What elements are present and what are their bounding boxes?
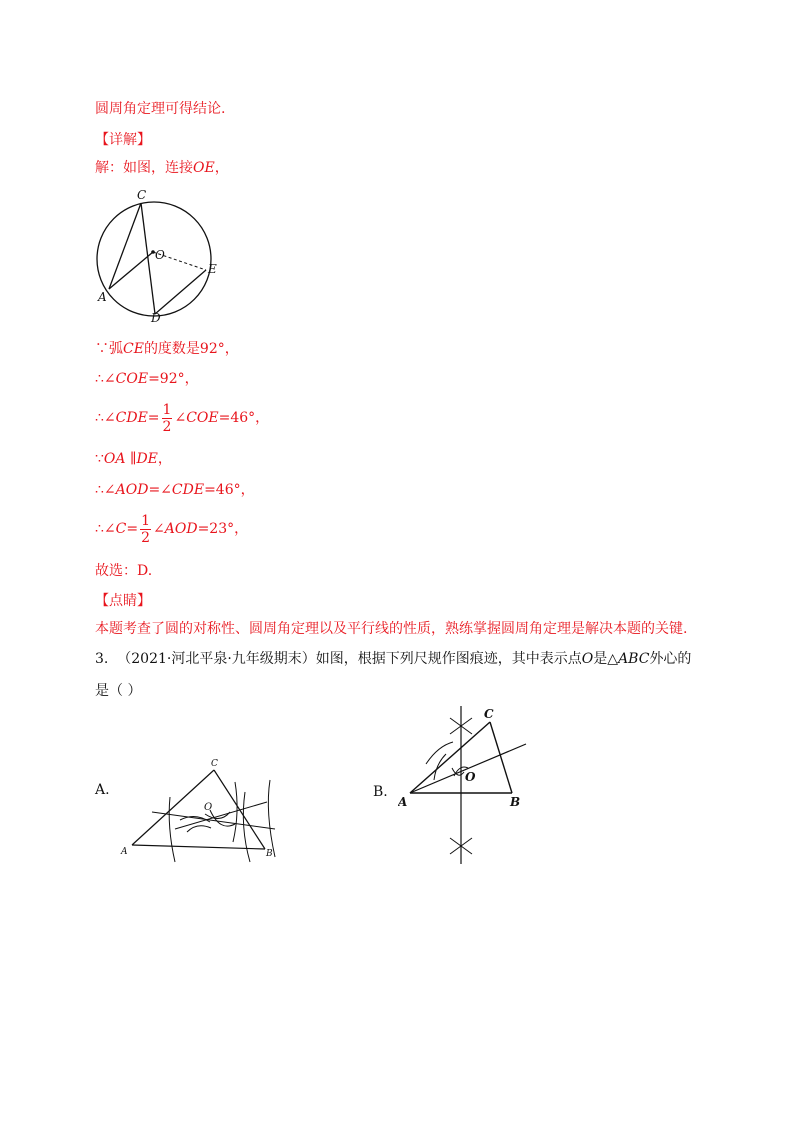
label-o: O xyxy=(204,802,213,813)
label-b: B xyxy=(266,849,273,859)
construction-arc xyxy=(180,816,210,822)
answer-line: 故选：D. xyxy=(95,563,153,579)
circle-figure xyxy=(88,188,228,323)
question-3: 3. （2021·河北平泉·九年级期末）如图，根据下列尺规作图痕迹，其中表示点O是△ABC外心的 xyxy=(95,651,692,667)
step-4: ∵OA ∥DE， xyxy=(95,451,172,467)
construction-arc xyxy=(243,792,250,862)
side-ac xyxy=(132,770,214,845)
step-5: ∴∠AOD=∠CDE=46°， xyxy=(95,482,255,498)
step-1: ∵弧CE的度数是92°， xyxy=(95,341,239,357)
step-2: ∴∠COE=92°， xyxy=(95,371,199,387)
construction-line xyxy=(152,812,275,829)
label-a: A xyxy=(398,795,408,809)
label-o: O xyxy=(155,248,165,262)
label-b: B xyxy=(510,795,521,809)
option-b-figure[interactable] xyxy=(398,706,540,864)
label-e: E xyxy=(208,262,217,276)
step-3: ∴∠CDE= $\frac{1}{2}$ ∠COE=46°， xyxy=(95,401,270,435)
question-3-line2: 是（ ） xyxy=(95,683,142,699)
detail-heading: 【详解】 xyxy=(95,132,151,148)
option-a-label[interactable]: A. xyxy=(95,782,110,798)
label-a: A xyxy=(98,290,107,304)
fraction-half: $\frac{1}{2}$ xyxy=(162,401,172,435)
chord-cd xyxy=(141,203,155,314)
label-d: D xyxy=(151,311,161,323)
step-6: ∴∠C= $\frac{1}{2}$ ∠AOD=23°， xyxy=(95,512,249,546)
side-bc xyxy=(214,770,265,849)
solution-intro: 解：如图，连接OE， xyxy=(95,160,229,176)
label-o: O xyxy=(465,770,476,784)
option-b-label[interactable]: B. xyxy=(373,784,388,800)
construction-arc xyxy=(268,780,275,857)
side-ac xyxy=(410,722,490,793)
option-a-figure[interactable] xyxy=(115,752,285,864)
construction-line xyxy=(175,802,267,829)
label-c: C xyxy=(137,188,147,202)
comment-text: 本题考查了圆的对称性、圆周角定理以及平行线的性质，熟练掌握圆周角定理是解决本题的关键. xyxy=(95,621,688,637)
label-c: C xyxy=(211,759,218,769)
construction-arc xyxy=(426,742,453,764)
label-a: A xyxy=(121,847,128,857)
comment-heading: 【点睛】 xyxy=(95,593,151,609)
angle-bisector xyxy=(410,744,526,793)
side-ab xyxy=(132,845,265,849)
construction-arc xyxy=(187,826,211,832)
circle xyxy=(97,202,211,316)
chord-de xyxy=(155,270,206,314)
fraction-half: $\frac{1}{2}$ xyxy=(141,512,151,546)
intro-line: 圆周角定理可得结论. xyxy=(95,101,226,117)
label-c: C xyxy=(484,707,494,721)
